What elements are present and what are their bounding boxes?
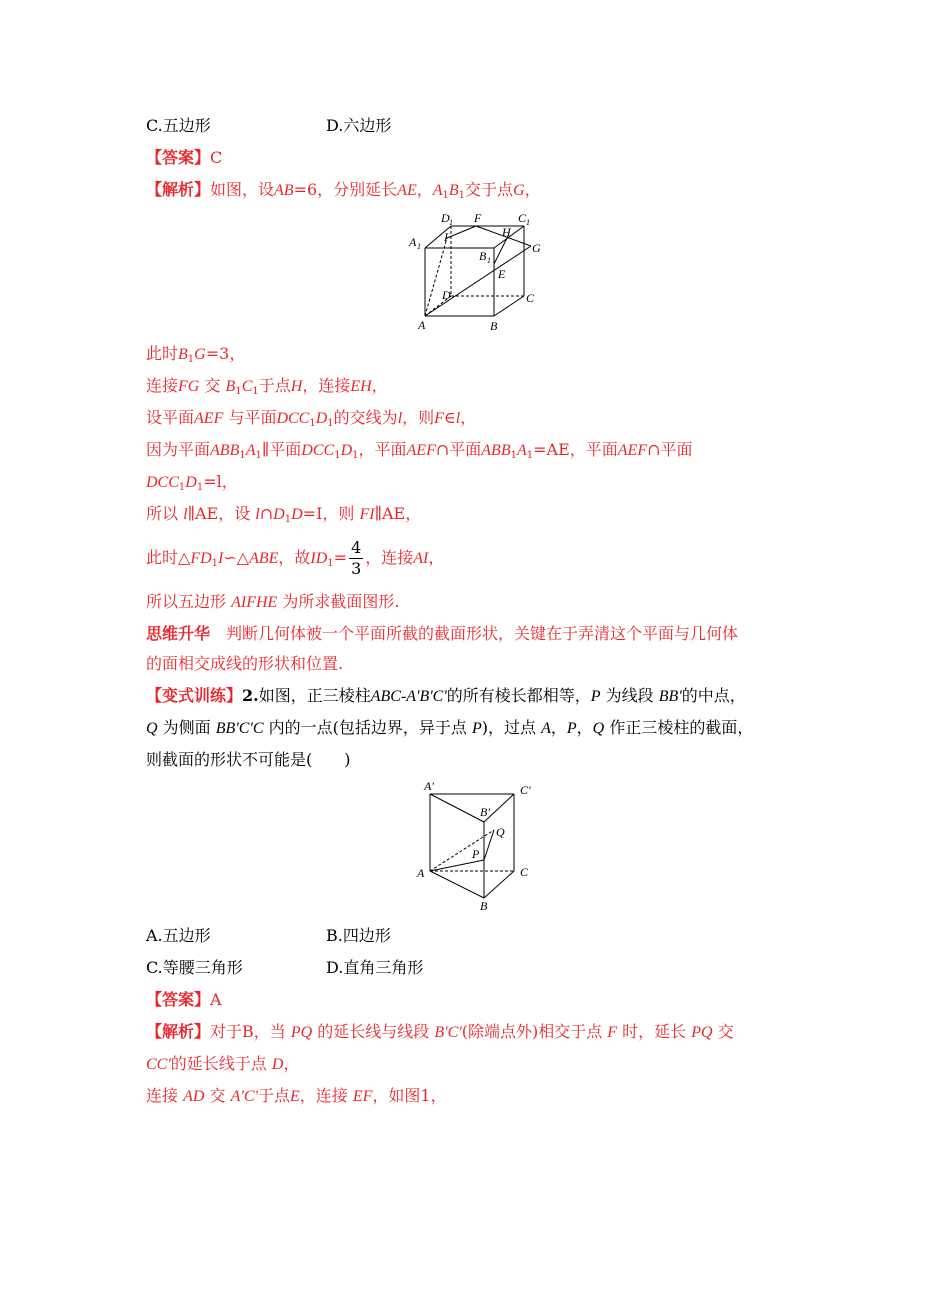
punct: ，	[416, 180, 433, 199]
label-D: D	[442, 288, 451, 302]
analysis-label: 【解析】	[146, 180, 211, 199]
analysis2-line-3: 连接 AD 交 A'C'于点E，连接 EF，如图1，	[146, 1086, 447, 1105]
option-c: C.五边形	[146, 116, 211, 135]
fraction	[349, 538, 363, 579]
label-B: B	[490, 319, 498, 333]
text: ∥平面	[261, 440, 302, 459]
text: =3，	[205, 344, 246, 363]
text: 设平面	[146, 408, 195, 427]
text: 交	[717, 1022, 734, 1041]
answer-label: 【答案】	[146, 990, 211, 1009]
analysis2-line-2: CC'的延长线于点 D，	[146, 1054, 300, 1073]
text: ∽△	[223, 548, 250, 567]
text: ∩平面	[647, 440, 693, 459]
cube-figure	[404, 208, 554, 334]
q-number: 2.	[242, 686, 259, 705]
analysis-line-1: 【解析】如图，设AB=6，分别延长AE，$A_1B_1$交于点G，	[146, 180, 541, 201]
label-A: A	[417, 866, 425, 880]
label-A: A	[418, 318, 426, 332]
q2-line-3	[146, 750, 351, 770]
text: ，连接	[302, 376, 351, 395]
q2-line-2: Q 为侧面 BB'C'C 内的一点(包括边界，异于点 P)，过点 A，P，Q 作正三棱柱的截面，	[146, 718, 754, 737]
prism-figure	[410, 776, 550, 916]
sub: 1	[487, 256, 491, 265]
text: ∥AE，设	[187, 504, 251, 523]
option-d: D.直角三角形	[326, 958, 424, 977]
label-C1: C	[518, 211, 527, 225]
answer-label: 【答案】	[146, 148, 211, 167]
text: 所以五边形	[146, 592, 227, 611]
option-b: B.四边形	[326, 926, 391, 945]
text: 连接	[146, 376, 179, 395]
text: 为所求截面图形.	[282, 592, 400, 611]
text: 因为平面	[146, 440, 211, 459]
label-P: P	[472, 847, 480, 861]
text: 判断几何体被一个平面所截的截面形状，关键在于弄清这个平面与几何体	[226, 624, 739, 643]
analysis-line-4: 设平面AEF 与平面$DCC_1D_1$的交线为l，则F∈l，	[146, 408, 477, 429]
analysis-line-6: $DCC_1D_1=l$，	[146, 472, 238, 493]
label-H: H	[502, 225, 511, 239]
text: 时，延长	[622, 1022, 687, 1041]
label-G: G	[532, 241, 541, 255]
label-C-prime: C′	[520, 783, 531, 797]
text: 交	[204, 376, 221, 395]
text: ∥AE，	[374, 504, 422, 523]
text: 于点	[257, 1086, 290, 1105]
q2-line-1: 【变式训练】2.如图，正三棱柱ABC-A'B'C'的所有棱长都相等，P 为线段 BB'的中点，	[146, 686, 746, 705]
label-B1: B	[479, 249, 487, 263]
analysis-line-5: 因为平面$ABB_1A_1\parallel$平面$DCC_1D_1$，平面AEF∩平面$ABB_1A_1=AE$，平面AEF∩平面	[146, 440, 693, 461]
thinking-line-2	[146, 654, 343, 674]
text: )，过点	[481, 718, 536, 737]
label-Q: Q	[496, 825, 505, 839]
sub: 1	[449, 218, 453, 227]
text: 此时△	[146, 548, 191, 567]
analysis-label: 【解析】	[146, 1022, 211, 1041]
analysis-line-2: 此时$B_1G=3$，	[146, 344, 246, 365]
sub: 1	[526, 218, 530, 227]
text: 为侧面	[162, 718, 211, 737]
text: 作正三棱柱的截面，	[609, 718, 754, 737]
options-row-2	[146, 926, 391, 946]
label-D1: D	[441, 211, 450, 225]
text: 的所有棱长都相等，	[446, 686, 591, 705]
label-B: B	[480, 899, 488, 913]
text: 的交线为	[333, 408, 398, 427]
text: 于点	[258, 376, 291, 395]
thinking-label: 思维升华	[146, 624, 211, 643]
analysis-line-8: 此时$\triangle FD_1I∽\triangle ABE$，故$ID_1=$ $\frac{4}{3}$ ，连接AI，	[146, 538, 445, 578]
text: ，则	[402, 408, 435, 427]
text: ，如图1，	[372, 1086, 447, 1105]
text: 此时	[146, 344, 179, 363]
option-d: D.六边形	[326, 116, 392, 135]
label-C: C	[526, 291, 535, 305]
math: G	[513, 182, 525, 199]
text: 所以	[146, 504, 179, 523]
text: =AE，平面	[533, 440, 618, 459]
math: ABC-A'B'C'	[370, 688, 447, 705]
text: 交	[209, 1086, 226, 1105]
text: 的延长线于点	[170, 1054, 267, 1073]
text: ，连接	[365, 548, 414, 567]
text: 如图，正三棱柱	[258, 686, 371, 705]
answer-value: A	[210, 990, 222, 1009]
text: ∩平面	[435, 440, 482, 459]
text: 与平面	[228, 408, 277, 427]
label-A1: A	[409, 235, 417, 249]
thinking-line-1	[146, 624, 738, 644]
text: 则截面的形状不可能是( )	[146, 750, 351, 769]
answer-line-2	[146, 990, 222, 1010]
text: 对于B，当	[210, 1022, 286, 1041]
text: (除端点外)相交于点	[461, 1022, 603, 1041]
answer-value: C	[210, 148, 223, 167]
label-I: I	[444, 230, 448, 244]
analysis-line-3: 连接FG 交 $B_1C_1$于点H，连接EH，	[146, 376, 388, 397]
analysis-text: 如图，设	[210, 180, 275, 199]
label-F: F	[474, 211, 482, 225]
text: 内的一点(包括边界，异于点	[268, 718, 467, 737]
options-row-3	[146, 958, 423, 978]
frac-num: 4	[351, 538, 362, 557]
options-row-1	[146, 116, 391, 136]
answer-line-1	[146, 148, 222, 168]
text: ，故	[278, 548, 311, 567]
analysis-line-7: 所以 l∥AE，设 $l\cap D_1D=I$，则 FI∥AE，	[146, 504, 422, 525]
text: =I，则	[302, 504, 355, 523]
analysis-line-9: 所以五边形 AIFHE 为所求截面图形.	[146, 592, 400, 611]
analysis-text: 交于点	[465, 180, 514, 199]
text: 为线段	[605, 686, 654, 705]
text: 连接	[146, 1086, 179, 1105]
text: ，平面	[358, 440, 407, 459]
text: 的面相交成线的形状和位置.	[146, 654, 344, 673]
math: AE	[397, 182, 417, 199]
option-a: A.五边形	[146, 926, 211, 945]
text: =l，	[203, 472, 238, 491]
label-A-prime: A′	[424, 779, 434, 793]
text: 的中点，	[681, 686, 746, 705]
option-c: C.等腰三角形	[146, 958, 243, 977]
label-B-prime: B′	[480, 805, 490, 819]
label-C: C	[520, 865, 529, 879]
sub: 1	[417, 242, 421, 251]
text: 的延长线与线段	[317, 1022, 430, 1041]
analysis2-line-1: 【解析】对于B，当 PQ 的延长线与线段 B'C'(除端点外)相交于点 F 时，延长 PQ 交	[146, 1022, 734, 1041]
label-E: E	[498, 267, 506, 281]
frac-den: 3	[351, 559, 362, 578]
analysis-text: =6，分别延长	[293, 180, 398, 199]
text: ，连接	[299, 1086, 348, 1105]
variant-label: 【变式训练】	[146, 686, 243, 705]
